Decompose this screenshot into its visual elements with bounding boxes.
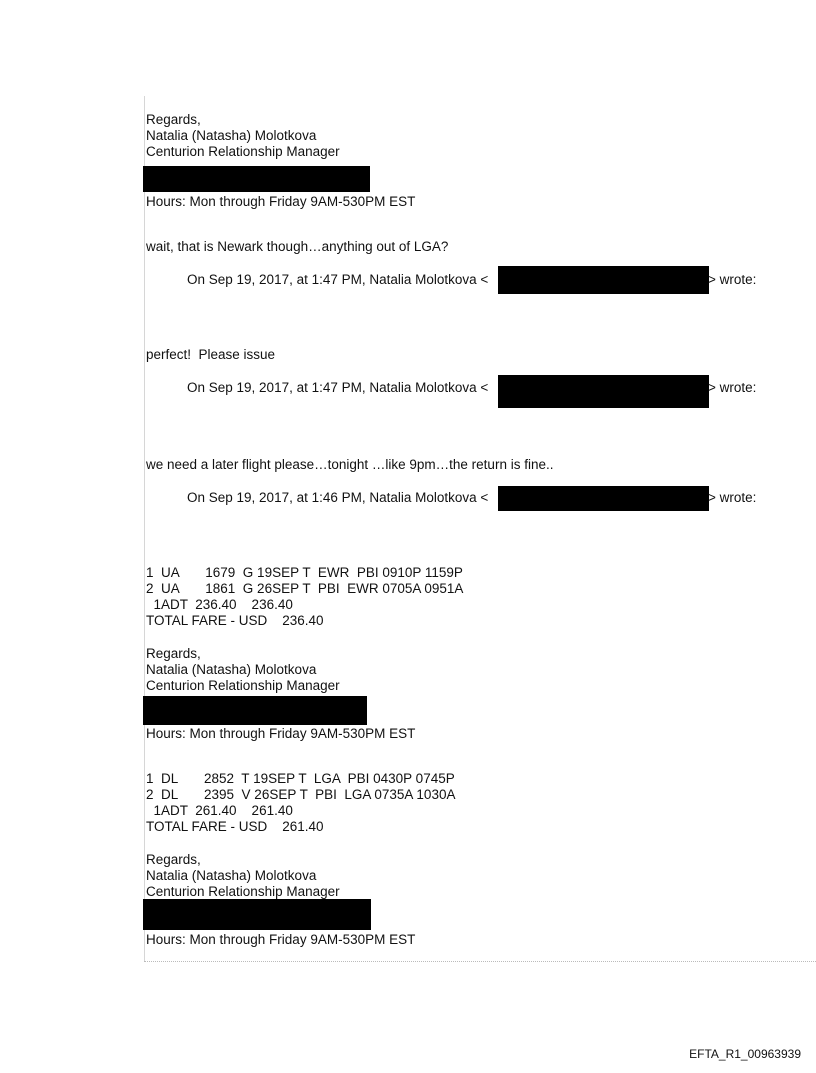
message-body: perfect! Please issue [146,347,276,362]
signature-hours: Hours: Mon through Friday 9AM-530PM EST [146,194,416,209]
signature-hours: Hours: Mon through Friday 9AM-530PM EST [146,932,416,947]
quote-border [144,96,145,962]
redaction-box [143,166,370,192]
signature-closing: Regards, [146,646,201,661]
redaction-box [143,899,371,930]
quote-header-prefix: On Sep 19, 2017, at 1:47 PM, Natalia Molotkova < [187,380,489,395]
redaction-box [498,375,709,408]
itinerary-line: 1ADT 236.40 236.40 [146,597,293,612]
quote-header-suffix: > wrote: [708,380,757,395]
itinerary-total: TOTAL FARE - USD 236.40 [146,613,324,628]
quote-header-prefix: On Sep 19, 2017, at 1:47 PM, Natalia Molotkova < [187,272,489,287]
email-document [146,0,816,962]
signature-name: Natalia (Natasha) Molotkova [146,868,317,883]
signature-role: Centurion Relationship Manager [146,678,340,693]
redaction-box [143,696,367,725]
signature-closing: Regards, [146,112,201,127]
redaction-box [498,486,709,511]
signature-name: Natalia (Natasha) Molotkova [146,128,317,143]
itinerary-total: TOTAL FARE - USD 261.40 [146,819,324,834]
itinerary-line: 1 DL 2852 T 19SEP T LGA PBI 0430P 0745P [146,771,455,786]
redaction-box [498,266,709,294]
quote-header-suffix: > wrote: [708,272,757,287]
itinerary-line: 1ADT 261.40 261.40 [146,803,293,818]
signature-role: Centurion Relationship Manager [146,144,340,159]
signature-closing: Regards, [146,852,201,867]
itinerary-line: 2 UA 1861 G 26SEP T PBI EWR 0705A 0951A [146,581,464,596]
signature-name: Natalia (Natasha) Molotkova [146,662,317,677]
message-body: we need a later flight please…tonight …like 9pm…the return is fine.. [146,457,554,472]
quote-header-prefix: On Sep 19, 2017, at 1:46 PM, Natalia Molotkova < [187,490,489,505]
itinerary-line: 1 UA 1679 G 19SEP T EWR PBI 0910P 1159P [146,565,463,580]
signature-role: Centurion Relationship Manager [146,884,340,899]
document-id: EFTA_R1_00963939 [689,1047,801,1061]
quote-header-suffix: > wrote: [708,490,757,505]
message-body: wait, that is Newark though…anything out of LGA? [146,239,449,254]
itinerary-line: 2 DL 2395 V 26SEP T PBI LGA 0735A 1030A [146,787,456,802]
signature-hours: Hours: Mon through Friday 9AM-530PM EST [146,726,416,741]
